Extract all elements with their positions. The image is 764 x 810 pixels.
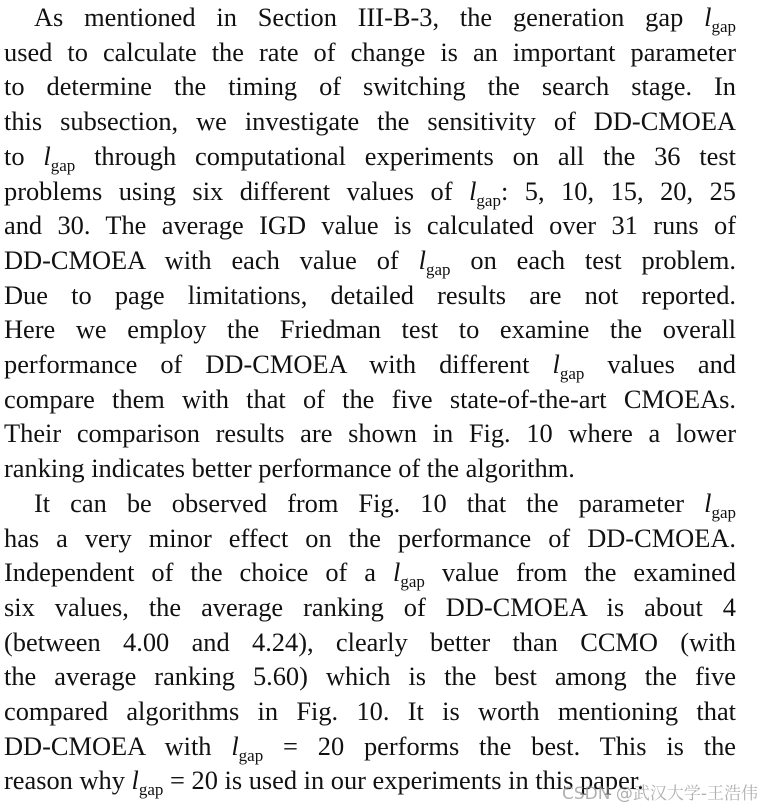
math-lgap xyxy=(392,557,425,592)
math-symbol: l xyxy=(552,349,560,380)
text-segment: As mentioned in Section III-B-3, the generation gap xyxy=(34,2,705,32)
text-line xyxy=(4,208,736,243)
math-subscript: gap xyxy=(476,190,501,210)
paragraph-2 xyxy=(4,486,736,798)
text-line xyxy=(4,729,736,764)
watermark: CSDN @武汉大学-王浩伟 xyxy=(561,784,758,804)
text-segment: compared algorithms in Fig. 10. It is worth mentioning that xyxy=(4,696,736,727)
text-segment: (between 4.00 and 4.24), clearly better than CCMO (with xyxy=(4,626,736,657)
math-subscript: gap xyxy=(425,259,451,279)
text-line xyxy=(4,347,736,382)
math-lgap xyxy=(131,765,164,800)
math-symbol: l xyxy=(43,140,51,171)
text-line xyxy=(4,451,736,486)
math-subscript: gap xyxy=(400,572,425,592)
math-subscript: gap xyxy=(238,745,264,765)
text-line xyxy=(4,243,736,278)
math-symbol: l xyxy=(131,765,139,796)
text-segment: ranking indicates better performance of the algorithm. xyxy=(4,453,575,484)
text-line xyxy=(4,278,736,313)
math-symbol: l xyxy=(704,2,712,32)
math-subscript: gap xyxy=(138,780,164,800)
text-line xyxy=(4,590,736,625)
text-line xyxy=(4,139,736,174)
text-segment: to determine the timing of switching the search stage. In xyxy=(4,71,736,102)
text-segment: values and xyxy=(584,349,736,380)
math-lgap xyxy=(43,140,76,175)
math-lgap xyxy=(418,244,451,279)
math-symbol: l xyxy=(704,487,712,518)
math-subscript: gap xyxy=(50,155,76,175)
text-segment: on each test problem. xyxy=(450,244,736,275)
math-subscript: gap xyxy=(711,17,736,36)
text-segment: Here we employ the Friedman test to examine the overall xyxy=(4,314,736,345)
math-lgap xyxy=(552,349,585,384)
text-line xyxy=(4,174,736,209)
text-segment: has a very minor effect on the performance of DD-CMOEA. xyxy=(4,522,736,553)
math-lgap xyxy=(704,487,736,522)
text-segment: to xyxy=(4,140,44,171)
text-segment: and 30. The average IGD value is calculated over 31 runs of xyxy=(4,210,736,241)
text-line xyxy=(4,555,736,590)
text-line xyxy=(4,694,736,729)
text-line xyxy=(4,659,736,694)
text-line xyxy=(4,35,736,70)
math-lgap xyxy=(231,730,264,765)
text-segment: used to calculate the rate of change is an important parameter xyxy=(4,36,736,67)
text-segment: performance of DD-CMOEA with different xyxy=(4,349,553,380)
text-line xyxy=(4,0,736,35)
text-line xyxy=(4,104,736,139)
math-subscript: gap xyxy=(711,502,736,522)
text-segment: the average ranking 5.60) which is the best among the five xyxy=(4,661,736,692)
text-segment: six values, the average ranking of DD-CMOEA is about 4 xyxy=(4,591,736,622)
text-segment: DD-CMOEA with each value of xyxy=(4,244,419,275)
math-subscript: gap xyxy=(559,364,585,384)
text-segment: through computational experiments on all the 36 test xyxy=(75,140,736,171)
text-segment: compare them with that of the five state-of-the-art CMOEAs. xyxy=(4,383,736,414)
text-line xyxy=(4,416,736,451)
text-line xyxy=(4,382,736,417)
text-segment: reason why xyxy=(4,765,132,796)
text-segment: this subsection, we investigate the sensitivity of DD-CMOEA xyxy=(4,106,736,137)
text-line xyxy=(4,486,736,521)
math-lgap xyxy=(469,175,501,210)
paper-page xyxy=(4,0,736,798)
text-line xyxy=(4,625,736,660)
paragraph-1 xyxy=(4,0,736,486)
text-segment: It can be observed from Fig. 10 that the parameter xyxy=(34,487,705,518)
math-symbol: l xyxy=(469,175,477,206)
text-segment: problems using six different values of xyxy=(4,175,470,206)
math-symbol: l xyxy=(418,244,426,275)
math-symbol: l xyxy=(392,557,401,588)
text-segment: Their comparison results are shown in Fig. 10 where a lower xyxy=(4,418,736,449)
text-line xyxy=(4,521,736,556)
text-segment: : 5, 10, 15, 20, 25 xyxy=(500,175,736,206)
text-segment: DD-CMOEA with xyxy=(4,730,232,761)
math-symbol: l xyxy=(231,730,239,761)
math-lgap xyxy=(704,2,736,36)
text-line xyxy=(4,312,736,347)
text-line xyxy=(4,69,736,104)
text-segment: Independent of the choice of a xyxy=(4,557,393,588)
text-segment: = 20 is used in our experiments in this paper. xyxy=(163,765,644,796)
text-segment: Due to page limitations, detailed results are not reported. xyxy=(4,279,736,310)
text-segment: = 20 performs the best. This is the xyxy=(263,730,736,761)
text-segment: value from the examined xyxy=(424,557,736,588)
